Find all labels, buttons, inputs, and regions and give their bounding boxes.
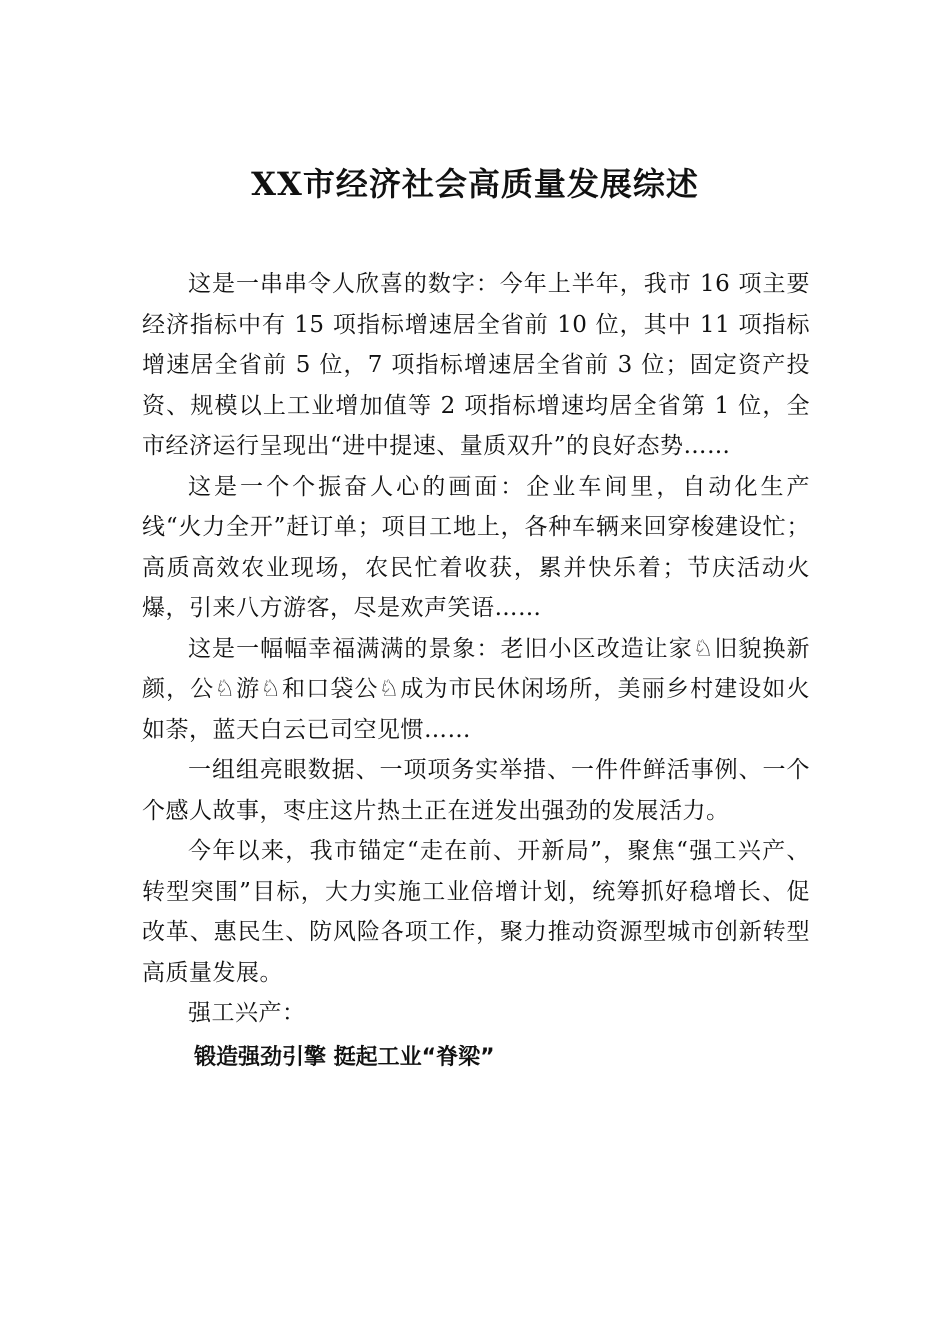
section-heading: 锻造强劲引擎 挺起工业“脊梁” — [194, 1044, 495, 1070]
paragraph-vitality: 一组组亮眼数据、一项项务实举措、一件件鲜活事例、一个个感人故事，枣庄这片热土正在迸发出强劲的发展活力。 — [142, 757, 810, 824]
document-title: XX市经济社会高质量发展综述 — [251, 165, 699, 203]
paragraph-section-label: 强工兴产： — [188, 1000, 306, 1026]
paragraph-statistics: 这是一串串令人欣喜的数字：今年上半年，我市 16 项主要经济指标中有 15 项指标增速居全省前 10 位，其中 11 项指标增速居全省前 5 位，7 项指标增速居全省前 3 位；固定资产投资、规模以上工业增加值等 2 项指标增速均居全省第 1 位，全市经济运行呈现出“进中提速、量质双升”的良好态势…… — [142, 271, 810, 459]
paragraph-goals: 今年以来，我市锚定“走在前、开新局”，聚焦“强工兴产、转型突围”目标，大力实施工业倍增计划，统筹抓好稳增长、促改革、惠民生、防风险各项工作，聚力推动资源型城市创新转型高质量发展。 — [142, 838, 810, 986]
paragraph-happiness: 这是一幅幅幸福满满的景象：老旧小区改造让家♘旧貌换新颜，公♘游♘和口袋公♘成为市民休闲场所，美丽乡村建设如火如荼，蓝天白云已司空见惯…… — [142, 635, 810, 743]
document-body — [142, 264, 810, 1082]
paragraph-scenes: 这是一个个振奋人心的画面：企业车间里，自动化生产线“火力全开”赶订单；项目工地上，各种车辆来回穿梭建设忙；高质高效农业现场，农民忙着收获，累并快乐着；节庆活动火爆，引来八方游客，尽是欢声笑语…… — [142, 473, 810, 621]
